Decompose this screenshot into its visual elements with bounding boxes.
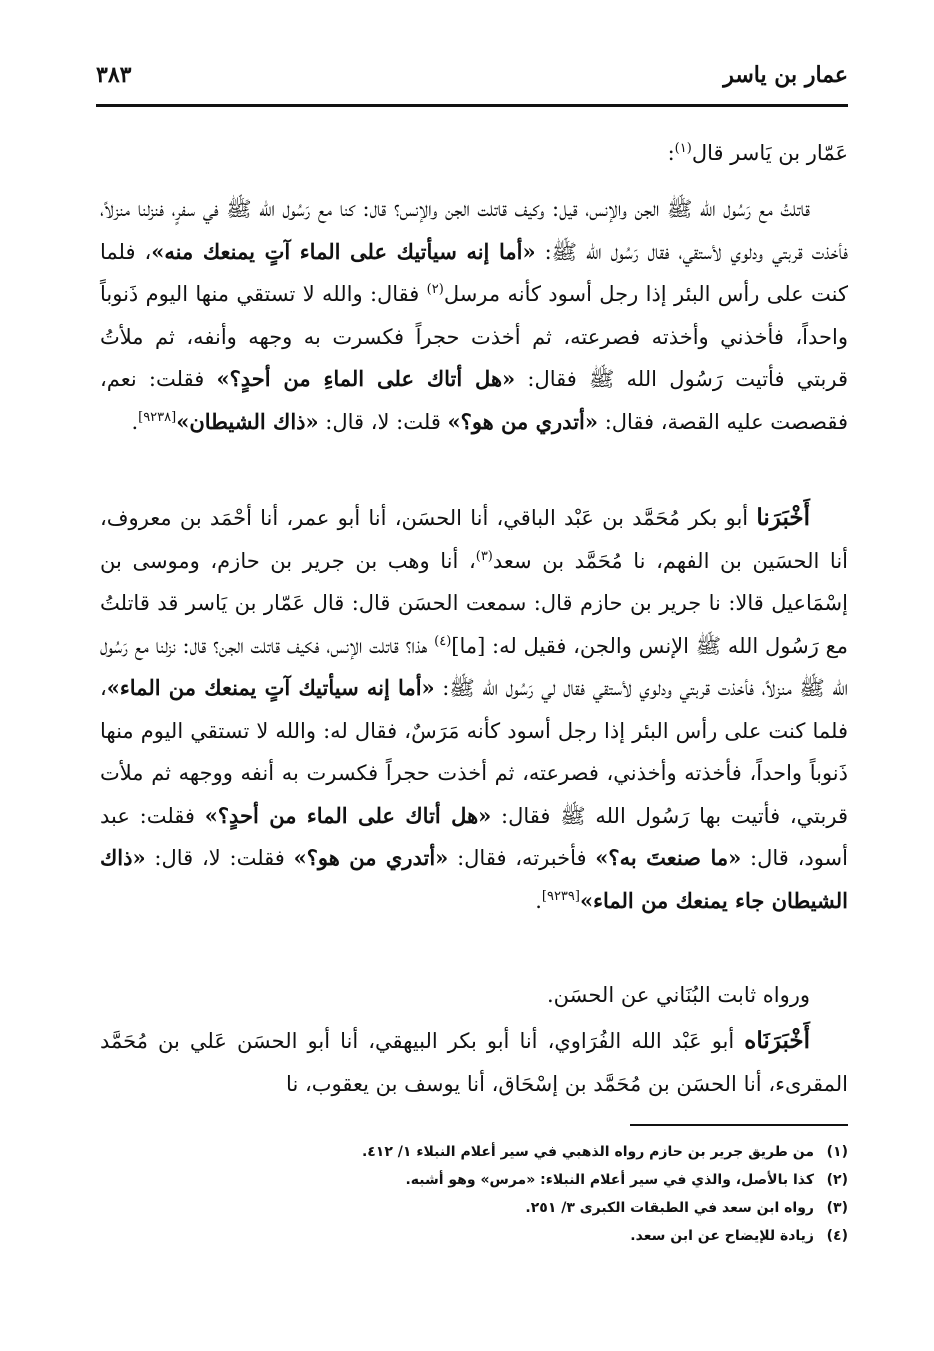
footnote-number: (٣) bbox=[826, 1200, 848, 1216]
hadith-quote: «هل أتاك على الماءِ من أحدٍ؟» bbox=[216, 366, 516, 391]
page-number: ٣٨٣ bbox=[96, 62, 132, 88]
footnote-ref: (١) bbox=[674, 141, 692, 156]
entry-heading bbox=[100, 132, 848, 175]
entry-colon: : bbox=[667, 141, 675, 165]
footnote-number: (٤) bbox=[826, 1228, 848, 1244]
text-run: فأخبرته، فقال: bbox=[448, 846, 596, 870]
footnote-ref: (٣) bbox=[475, 548, 493, 564]
paragraph-4 bbox=[100, 1020, 848, 1105]
footnote-text: زيادة للإيضاح عن ابن سعد. bbox=[630, 1228, 814, 1244]
footnote bbox=[288, 1222, 848, 1250]
footnote bbox=[288, 1166, 848, 1194]
hadith-quote: «أتدري من هو؟» bbox=[447, 408, 599, 434]
paragraph-3 bbox=[100, 974, 848, 1017]
hadith-quote: «ذاك الشيطان» bbox=[176, 408, 319, 434]
isnad-keyword: أَخْبَرَنَاه bbox=[744, 1027, 810, 1054]
hadith-quote: «هل أتاك على الماء من أحدٍ؟» bbox=[204, 802, 492, 828]
hadith-quote: «أتدري من هو؟» bbox=[293, 845, 449, 870]
hadith-quote: «أما إنه سيأتيك على الماء آتٍ يمنعك منه» bbox=[151, 238, 536, 264]
text-run: قلت: لا، قال: bbox=[318, 409, 448, 434]
footnote-ref: (٤) bbox=[434, 633, 452, 649]
hadith-quote: «ذاك الشيطان جاء يمنعك من الماء» bbox=[100, 845, 848, 913]
footnote-text: من طريق جرير بن حازم رواه الذهبي في سير أعلام النبلاء ١/ ٤١٢. bbox=[361, 1144, 814, 1160]
footnote-text: كذا بالأصل، والذي في سير أعلام النبلاء: «مرس» وهو أشبه. bbox=[405, 1172, 814, 1188]
footnote-ref: (٢) bbox=[426, 282, 444, 297]
text-run: . bbox=[131, 409, 139, 434]
isnad-keyword: أَخْبَرَنا bbox=[756, 504, 810, 531]
footnote-text: رواه ابن سعد في الطبقات الكبرى ٣/ ٢٥١. bbox=[525, 1200, 814, 1216]
text-run: فقلت: نعم، فقصصت عليه القصة، فقال: bbox=[100, 367, 848, 434]
footnote-number: (١) bbox=[826, 1144, 848, 1160]
text-run: فقلت: لا، قال: bbox=[145, 846, 294, 870]
footnote-rule bbox=[630, 1124, 848, 1126]
footnotes bbox=[288, 1138, 848, 1250]
running-title: عمار بن ياسر bbox=[723, 62, 848, 88]
paragraph-2 bbox=[100, 497, 848, 922]
text-run: فقال: والله لا تستقي منها اليوم ذَنوباً واحداً، فأخذني وأخذته فصرعته، ثم أخذت حجراً فكسرت به وجهه وأنفه، ثم ملأتُ قربتي فأتيت رَسُول الله ﷺ فقال: bbox=[100, 282, 849, 391]
text-run: أبو بكر مُحَمَّد بن عَبْد الباقي، أنا الحسَن، أنا أبو عمر، أنا أحْمَد بن معروف، أنا الحسَين بن الفهم، نا مُحَمَّد بن سعد bbox=[100, 506, 848, 573]
footnote-number: (٢) bbox=[826, 1172, 848, 1188]
text-run: ، فلما كنت على رأس البئر إذا رجل أسود كأنه مرسل bbox=[100, 239, 848, 306]
hadith-quote: «أما إنه سيأتيك آتٍ يمنعك من الماء» bbox=[106, 675, 435, 700]
text-run: ، فلما كنت على رأس البئر إذا رجل أسود كأنه مَرَسٌ، فقال له: والله لا تستقي اليوم منها ذَنوباً واحداً، فأخذته وأخذني، فصرعته، ثم أخذت حجراً فكسرت به أنفه ووجهه ثم ملأت قربتي، فأتيت بها رَسُول الله ﷺ فقال: bbox=[100, 676, 848, 828]
text-run: ورواه ثابت البُنَاني عن الحسَن. bbox=[546, 983, 810, 1007]
header-rule bbox=[96, 104, 848, 107]
text-run: ، أنا وهب بن جرير بن حازم، وموسى بن إسْمَاعيل قالا: نا جرير بن حازم قال: سمعت الحسَن قال: قال عَمّار بن يَاسر قد قاتلتُ مع رَسُول الله ﷺ الإنس والجن، فقيل له: [ما] bbox=[100, 548, 848, 658]
hadith-number: [٩٢٣٩] bbox=[541, 888, 580, 904]
text-run: هذا؟ قاتلت الإنس، فكيف قاتلت الجن؟ قال: نزلنا مع رَسُول الله ﷺ منزلاً، فأخذت قربتي ودلوي لأستقي فقال لي رَسُول الله ﷺ: bbox=[100, 633, 849, 700]
paragraph-1 bbox=[100, 188, 848, 443]
hadith-number: [٩٢٣٨] bbox=[138, 409, 177, 425]
hadith-quote: «ما صنعتَ به؟» bbox=[595, 845, 742, 870]
text-run: قاتلتُ مع رَسُول الله ﷺ الجن والإنس، قيل: وكيف قاتلت الجن والإنس؟ قال: كنا مع رَسُول الله ﷺ في سفرٍ، فنزلنا منزلاً، فأخذت قربتي ودلوي لأستقي، فقال رَسُول الله ﷺ: bbox=[100, 197, 849, 264]
footnote bbox=[288, 1138, 848, 1166]
footnote bbox=[288, 1194, 848, 1222]
text-run: أبو عَبْد الله الفُرَاوي، أنا أبو بكر البيهقي، أنا أبو الحسَن عَلي بن مُحَمَّد المقرىء، أنا الحسَن بن مُحَمَّد بن إسْحَاق، أنا يوسف بن يعقوب، نا bbox=[100, 1029, 848, 1096]
entry-name: عَمّار بن يَاسر قال bbox=[691, 141, 848, 165]
text-run: . bbox=[535, 888, 542, 913]
text-run: فقلت: عبد أسود، قال: bbox=[100, 803, 848, 870]
page-header bbox=[96, 56, 848, 96]
